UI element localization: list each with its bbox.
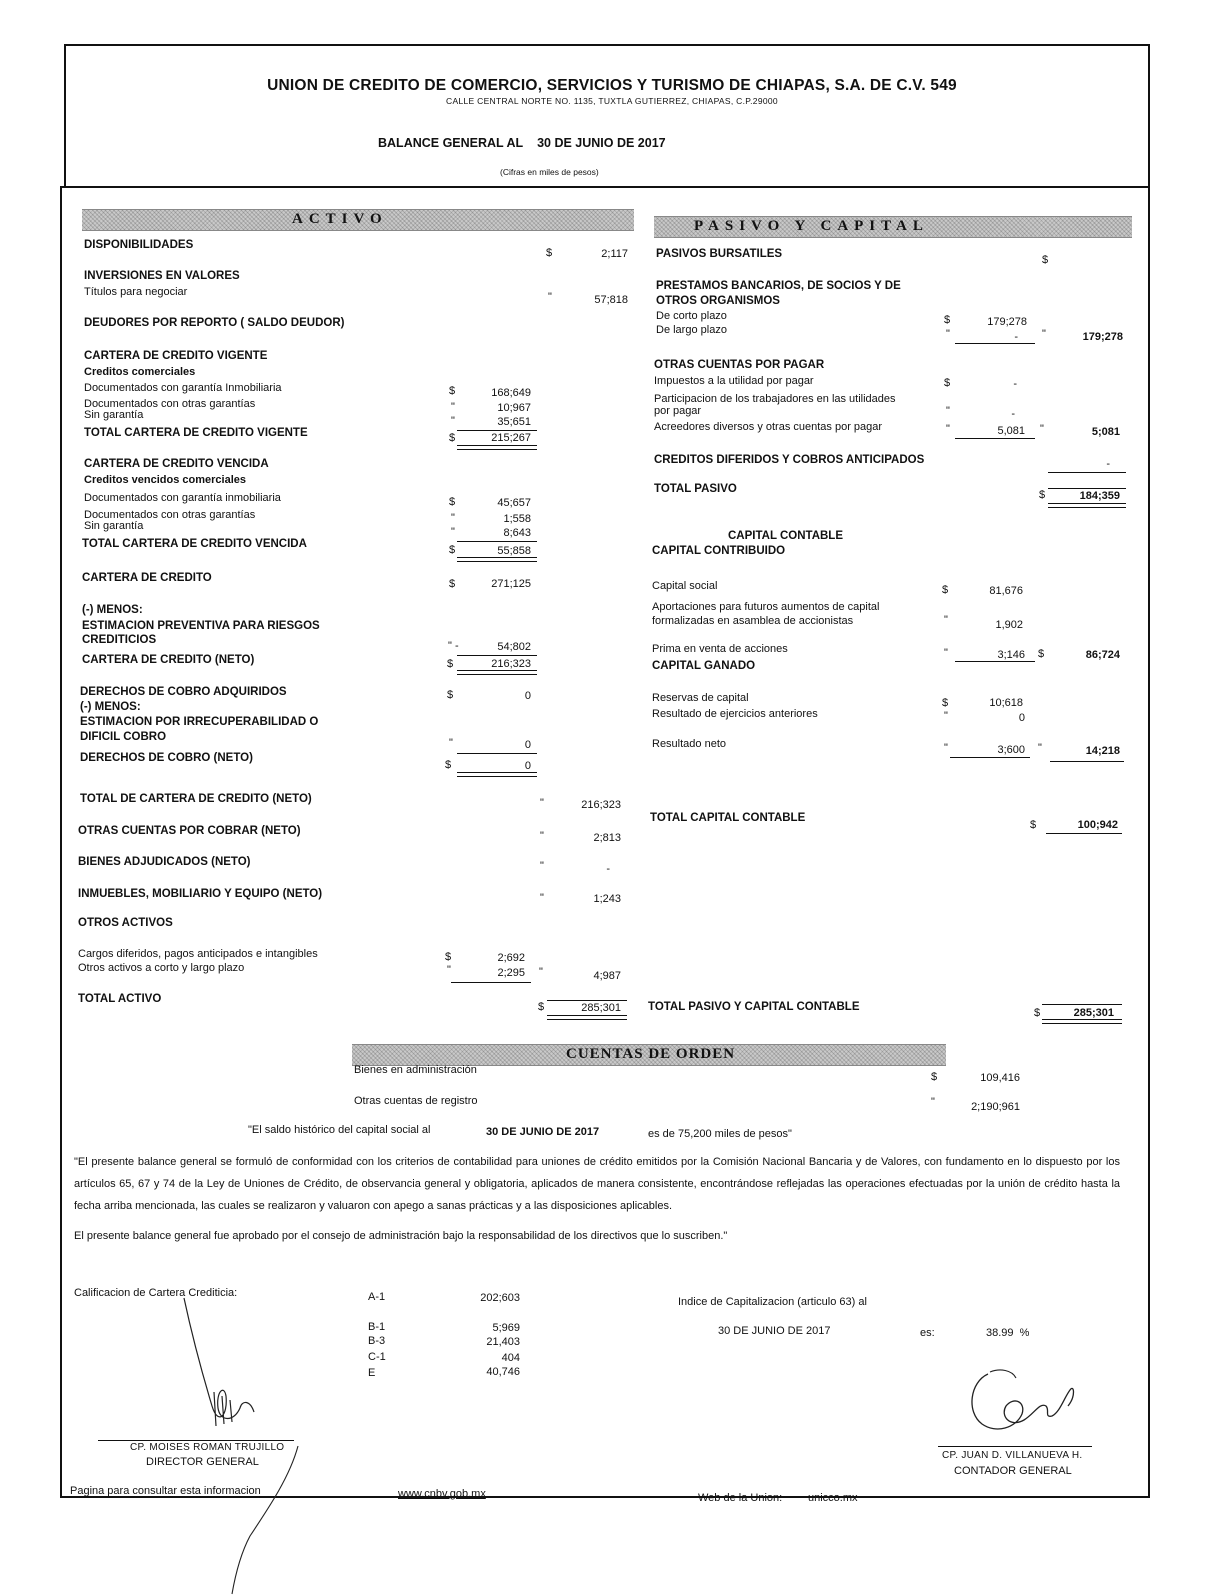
- saldo-text: "El saldo histórico del capital social al: [248, 1124, 431, 1136]
- saldo-amount: es de 75,200 miles de pesos": [648, 1128, 792, 1140]
- ditto-mark: ": [946, 423, 950, 435]
- ditto-mark: ": [946, 328, 950, 340]
- ven-row3-label: Sin garantía: [84, 520, 144, 532]
- indice-value: 38.99 %: [986, 1327, 1030, 1339]
- prima-value: 3;146: [997, 649, 1025, 661]
- total-pasivo-capital-value: 285;301: [1073, 1007, 1114, 1019]
- ditto-mark: ": [946, 405, 950, 417]
- vig-row1-label: Documentados con garantía Inmobiliaria: [84, 382, 282, 394]
- largo-plazo-label: De largo plazo: [656, 324, 727, 336]
- titulos-value: 57;818: [594, 294, 628, 306]
- ven-row2-value: 1;558: [503, 513, 531, 525]
- indice-label: Indice de Capitalizacion (articulo 63) al: [678, 1296, 867, 1308]
- ditto-mark: ": [944, 647, 948, 659]
- deudores-label: DEUDORES POR REPORTO ( SALDO DEUDOR): [84, 317, 345, 329]
- grade-label: A-1: [368, 1291, 386, 1303]
- contribuido-total: 86;724: [1085, 649, 1120, 661]
- bienes-admin-value: 109,416: [980, 1072, 1020, 1084]
- derechos-neto-label: DERECHOS DE COBRO (NETO): [80, 752, 253, 764]
- vig-row2-value: 10;967: [497, 402, 531, 414]
- otros-activos-label: OTROS ACTIVOS: [78, 917, 173, 929]
- ditto-mark: ": [540, 797, 544, 809]
- total-cartera-label: TOTAL DE CARTERA DE CREDITO (NETO): [80, 793, 312, 805]
- ven-row2-label: Documentados con otras garantías: [84, 509, 256, 521]
- aportaciones-l2: formalizadas en asamblea de accionistas: [652, 615, 854, 627]
- cartera-value: 271;125: [491, 578, 531, 590]
- report-title: BALANCE GENERAL AL 30 DE JUNIO DE 2017: [378, 136, 666, 150]
- underline: [1048, 488, 1126, 489]
- currency-sign: $: [445, 759, 452, 771]
- underline: [457, 655, 537, 656]
- pasivo-band: PASIVO Y CAPITAL: [654, 216, 1132, 238]
- currency-sign: $: [944, 377, 951, 389]
- double-underline: [1048, 503, 1126, 508]
- header-box: [64, 44, 1150, 188]
- currency-sign: $: [449, 432, 456, 444]
- disponibilidades-label: DISPONIBILIDADES: [84, 239, 194, 251]
- currency-sign: $: [1030, 819, 1037, 831]
- ditto-mark: ": [451, 415, 455, 427]
- currency-sign: $: [447, 689, 454, 701]
- vencida-sub: Creditos vencidos comerciales: [84, 474, 247, 486]
- capital-contribuido-label: CAPITAL CONTRIBUIDO: [652, 545, 786, 557]
- director-name: CP. MOISES ROMAN TRUJILLO: [130, 1442, 285, 1453]
- derechos-neto-value: 0: [524, 760, 531, 772]
- grade-value: 404: [501, 1352, 520, 1364]
- note-paragraph-2: El presente balance general fue aprobado por el consejo de administración bajo la responsabilidad de los directivos que lo suscriben.": [74, 1230, 728, 1242]
- cartera-label: CARTERA DE CREDITO: [82, 572, 212, 584]
- ven-row1-label: Documentados con garantía inmobiliaria: [84, 492, 281, 504]
- ditto-mark: ": [447, 964, 451, 976]
- otros-activos-value: 2;295: [497, 967, 525, 979]
- underline: [1050, 761, 1124, 762]
- otros-activos-row-label: Otros activos a corto y largo plazo: [78, 962, 245, 974]
- ditto-mark: ": [540, 830, 544, 842]
- ditto-minus: " -: [448, 640, 459, 652]
- units-note: (Cifras en miles de pesos): [500, 167, 599, 177]
- grade-value: 21,403: [486, 1336, 520, 1348]
- ditto-mark: ": [931, 1096, 935, 1108]
- underline: [950, 757, 1030, 758]
- activo-band: ACTIVO: [82, 209, 634, 231]
- ditto-mark: ": [540, 860, 544, 872]
- titulos-label: Títulos para negociar: [84, 286, 188, 298]
- underline: [1042, 1004, 1122, 1005]
- currency-sign: $: [445, 951, 452, 963]
- ditto-mark: ": [451, 401, 455, 413]
- total-pasivo-capital-label: TOTAL PASIVO Y CAPITAL CONTABLE: [648, 1001, 860, 1013]
- currency-sign: $: [1038, 648, 1045, 660]
- signature-line: [98, 1440, 294, 1441]
- otras-cxp-label: OTRAS CUENTAS POR PAGAR: [654, 359, 825, 371]
- aportaciones-value: 1,902: [995, 619, 1023, 631]
- director-title: DIRECTOR GENERAL: [146, 1456, 259, 1468]
- grade-label: B-3: [368, 1335, 386, 1347]
- resultado-ant-label: Resultado de ejercicios anteriores: [652, 708, 818, 720]
- ditto-mark: ": [1038, 742, 1042, 754]
- vig-total-value: 215;267: [491, 432, 531, 444]
- currency-sign: $: [1039, 489, 1046, 501]
- ditto-mark: ": [449, 737, 453, 749]
- estimacion-value: 54;802: [497, 641, 531, 653]
- ditto-mark: ": [451, 512, 455, 524]
- prestamos-l1: PRESTAMOS BANCARIOS, DE SOCIOS Y DE: [656, 280, 901, 292]
- grade-value: 202;603: [480, 1292, 520, 1304]
- irrecup-value: 0: [524, 739, 531, 751]
- underline: [451, 982, 531, 983]
- acreedores-value: 5,081: [997, 425, 1025, 437]
- currency-sign: $: [546, 247, 553, 259]
- largo-plazo-value: -: [1014, 331, 1018, 343]
- bursatiles-label: PASIVOS BURSATILES: [656, 248, 783, 260]
- resultado-ant-value: 0: [1018, 712, 1025, 724]
- menos1-l2: ESTIMACION PREVENTIVA PARA RIESGOS: [82, 620, 320, 632]
- ptu-l1: Participacion de los trabajadores en las utilidades: [654, 393, 896, 405]
- cnbv-link[interactable]: www.cnbv.gob.mx: [398, 1488, 486, 1500]
- total-activo-value: 285;301: [581, 1002, 621, 1014]
- currency-sign: $: [1042, 254, 1049, 266]
- vigente-label: CARTERA DE CREDITO VIGENTE: [84, 350, 268, 362]
- ditto-mark: ": [539, 966, 543, 978]
- bienes-admin-label: Bienes en administración: [354, 1064, 477, 1076]
- grade-label: B-1: [368, 1321, 386, 1333]
- double-underline: [547, 1015, 627, 1020]
- reservas-label: Reservas de capital: [652, 692, 749, 704]
- total-capital-value: 100;942: [1077, 819, 1118, 831]
- double-underline: [457, 670, 537, 675]
- note-paragraph-1: "El presente balance general se formuló de conformidad con los criterios de contabilidad para uniones de crédito emitidos por la Comisión Nacional Bancaria y de Valores, con fundamento en lo dispuesto por los artículos 65, 67 y 74 de la Ley de Uniones de Crédito, de observancia general y obligatoria, aplicados de manera consistente, encontrándose reflejadas las operaciones efectuadas por la unión de crédito hasta la fecha arriba mencionada, las cuales se realizaron y valuaron con apego a sanas prácticas y a las disposiciones aplicables.: [74, 1156, 1120, 1212]
- vencida-label: CARTERA DE CREDITO VENCIDA: [84, 458, 269, 470]
- prima-label: Prima en venta de acciones: [652, 643, 788, 655]
- double-underline: [1042, 1019, 1122, 1024]
- vig-row2-label: Documentados con otras garantías: [84, 398, 256, 410]
- prestamos-l2: OTROS ORGANISMOS: [656, 295, 780, 307]
- vig-row3-label: Sin garantía: [84, 409, 144, 421]
- saldo-date: 30 DE JUNIO DE 2017: [486, 1126, 600, 1138]
- company-name: UNION DE CREDITO DE COMERCIO, SERVICIOS Y TURISMO DE CHIAPAS, S.A. DE C.V. 549: [267, 77, 957, 94]
- total-pasivo-label: TOTAL PASIVO: [654, 483, 737, 495]
- currency-sign: $: [931, 1071, 938, 1083]
- vig-row3-value: 35;651: [497, 416, 531, 428]
- capital-social-label: Capital social: [652, 580, 718, 592]
- indice-es: es:: [920, 1327, 935, 1339]
- otras-cuentas-value: 2;190;961: [971, 1101, 1020, 1113]
- ditto-mark: ": [1040, 423, 1044, 435]
- menos1-l1: (-) MENOS:: [82, 604, 143, 616]
- currency-sign: $: [449, 544, 456, 556]
- ditto-mark: ": [548, 291, 552, 303]
- inversiones-label: INVERSIONES EN VALORES: [84, 270, 240, 282]
- disponibilidades-value: 2;117: [601, 248, 628, 260]
- currency-sign: $: [942, 584, 949, 596]
- corto-plazo-label: De corto plazo: [656, 310, 727, 322]
- otras-cxc-label: OTRAS CUENTAS POR COBRAR (NETO): [78, 825, 301, 837]
- double-underline: [457, 557, 537, 562]
- ditto-mark: ": [944, 614, 948, 626]
- currency-sign: $: [447, 658, 454, 670]
- ganado-total: 14;218: [1085, 745, 1120, 757]
- underline: [1048, 472, 1126, 473]
- ptu-l2: por pagar: [654, 405, 702, 417]
- total-pasivo-value: 184;359: [1079, 490, 1120, 502]
- vig-total-label: TOTAL CARTERA DE CREDITO VIGENTE: [84, 427, 308, 439]
- reservas-value: 10;618: [989, 697, 1023, 709]
- currency-sign: $: [449, 496, 456, 508]
- grade-value: 5;969: [492, 1322, 520, 1334]
- ditto-mark: ": [944, 710, 948, 722]
- ditto-mark: ": [451, 526, 455, 538]
- total-cartera-value: 216;323: [581, 799, 621, 811]
- diferidos-value: -: [1106, 458, 1110, 470]
- underline: [1046, 833, 1122, 834]
- otros-activos-total: 4;987: [593, 970, 621, 982]
- currency-sign: $: [538, 1001, 545, 1013]
- resultado-neto-label: Resultado neto: [652, 738, 726, 750]
- menos2-l1: (-) MENOS:: [80, 701, 141, 713]
- menos2-l3: DIFICIL COBRO: [80, 731, 167, 743]
- derechos-value: 0: [524, 690, 531, 702]
- bienes-label: BIENES ADJUDICADOS (NETO): [78, 856, 251, 868]
- ven-total-label: TOTAL CARTERA DE CREDITO VENCIDA: [82, 538, 307, 550]
- ven-total-value: 55;858: [497, 545, 531, 557]
- underline: [547, 1000, 627, 1001]
- impuestos-value: -: [1013, 378, 1017, 390]
- grade-value: 40,746: [486, 1366, 520, 1378]
- ditto-mark: ": [540, 892, 544, 904]
- contador-title: CONTADOR GENERAL: [954, 1465, 1072, 1477]
- resultado-neto-value: 3;600: [997, 744, 1025, 756]
- footer-consult: Pagina para consultar esta informacion: [70, 1485, 261, 1497]
- company-address: CALLE CENTRAL NORTE NO. 1135, TUXTLA GUTIERREZ, CHIAPAS, C.P.29000: [446, 96, 778, 106]
- otras-cuentas-label: Otras cuentas de registro: [354, 1095, 478, 1107]
- ptu-value: -: [1011, 408, 1015, 420]
- calificacion-label: Calificacion de Cartera Crediticia:: [74, 1287, 238, 1299]
- currency-sign: $: [944, 314, 951, 326]
- otras-cxc-value: 2;813: [593, 832, 621, 844]
- grade-label: C-1: [368, 1351, 386, 1363]
- bienes-value: -: [606, 863, 610, 875]
- capital-contable-title: CAPITAL CONTABLE: [728, 530, 843, 542]
- indice-date: 30 DE JUNIO DE 2017: [718, 1325, 831, 1337]
- underline: [955, 661, 1035, 662]
- underline: [955, 438, 1035, 439]
- currency-sign: $: [1034, 1007, 1041, 1019]
- inmuebles-value: 1;243: [593, 893, 621, 905]
- grade-label: E: [368, 1367, 376, 1379]
- ven-row3-value: 8;643: [503, 527, 531, 539]
- double-underline: [457, 445, 537, 450]
- vig-row1-value: 168;649: [491, 387, 531, 399]
- inmuebles-label: INMUEBLES, MOBILIARIO Y EQUIPO (NETO): [78, 888, 323, 900]
- currency-sign: $: [449, 578, 456, 590]
- web-label: Web de la Union:: [698, 1492, 783, 1504]
- currency-sign: $: [449, 385, 456, 397]
- ven-row1-value: 45;657: [497, 497, 531, 509]
- double-underline: [457, 772, 537, 777]
- capital-social-value: 81,676: [989, 585, 1023, 597]
- currency-sign: $: [942, 697, 949, 709]
- cartera-neto-value: 216;323: [491, 658, 531, 670]
- diferidos-label: CREDITOS DIFERIDOS Y COBROS ANTICIPADOS: [654, 454, 925, 466]
- acreedores-label: Acreedores diversos y otras cuentas por pagar: [654, 421, 883, 433]
- impuestos-label: Impuestos a la utilidad por pagar: [654, 375, 814, 387]
- cartera-neto-label: CARTERA DE CREDITO (NETO): [82, 654, 255, 666]
- underline: [457, 430, 537, 431]
- ditto-mark: ": [944, 742, 948, 754]
- web-link[interactable]: unicco.mx: [808, 1492, 858, 1504]
- derechos-label: DERECHOS DE COBRO ADQUIRIDOS: [80, 686, 287, 698]
- capital-ganado-label: CAPITAL GANADO: [652, 660, 756, 672]
- underline: [955, 343, 1035, 344]
- contador-signature: [960, 1362, 1090, 1442]
- prestamos-total: 179;278: [1082, 331, 1123, 343]
- aportaciones-l1: Aportaciones para futuros aumentos de capital: [652, 601, 880, 613]
- orden-band: CUENTAS DE ORDEN: [352, 1044, 946, 1066]
- total-capital-label: TOTAL CAPITAL CONTABLE: [650, 812, 806, 824]
- cargos-label: Cargos diferidos, pagos anticipados e intangibles: [78, 948, 318, 960]
- underline: [457, 541, 537, 542]
- menos2-l2: ESTIMACION POR IRRECUPERABILIDAD O: [80, 716, 319, 728]
- cargos-value: 2;692: [497, 952, 525, 964]
- otras-cxp-total: 5;081: [1091, 426, 1120, 438]
- total-activo-label: TOTAL ACTIVO: [78, 993, 162, 1005]
- menos1-l3: CREDITICIOS: [82, 634, 157, 646]
- corto-plazo-value: 179;278: [987, 316, 1027, 328]
- underline: [457, 753, 537, 754]
- signature-line: [938, 1446, 1092, 1447]
- ditto-mark: ": [1042, 328, 1046, 340]
- vigente-sub: Creditos comerciales: [84, 366, 196, 378]
- contador-name: CP. JUAN D. VILLANUEVA H.: [942, 1450, 1083, 1461]
